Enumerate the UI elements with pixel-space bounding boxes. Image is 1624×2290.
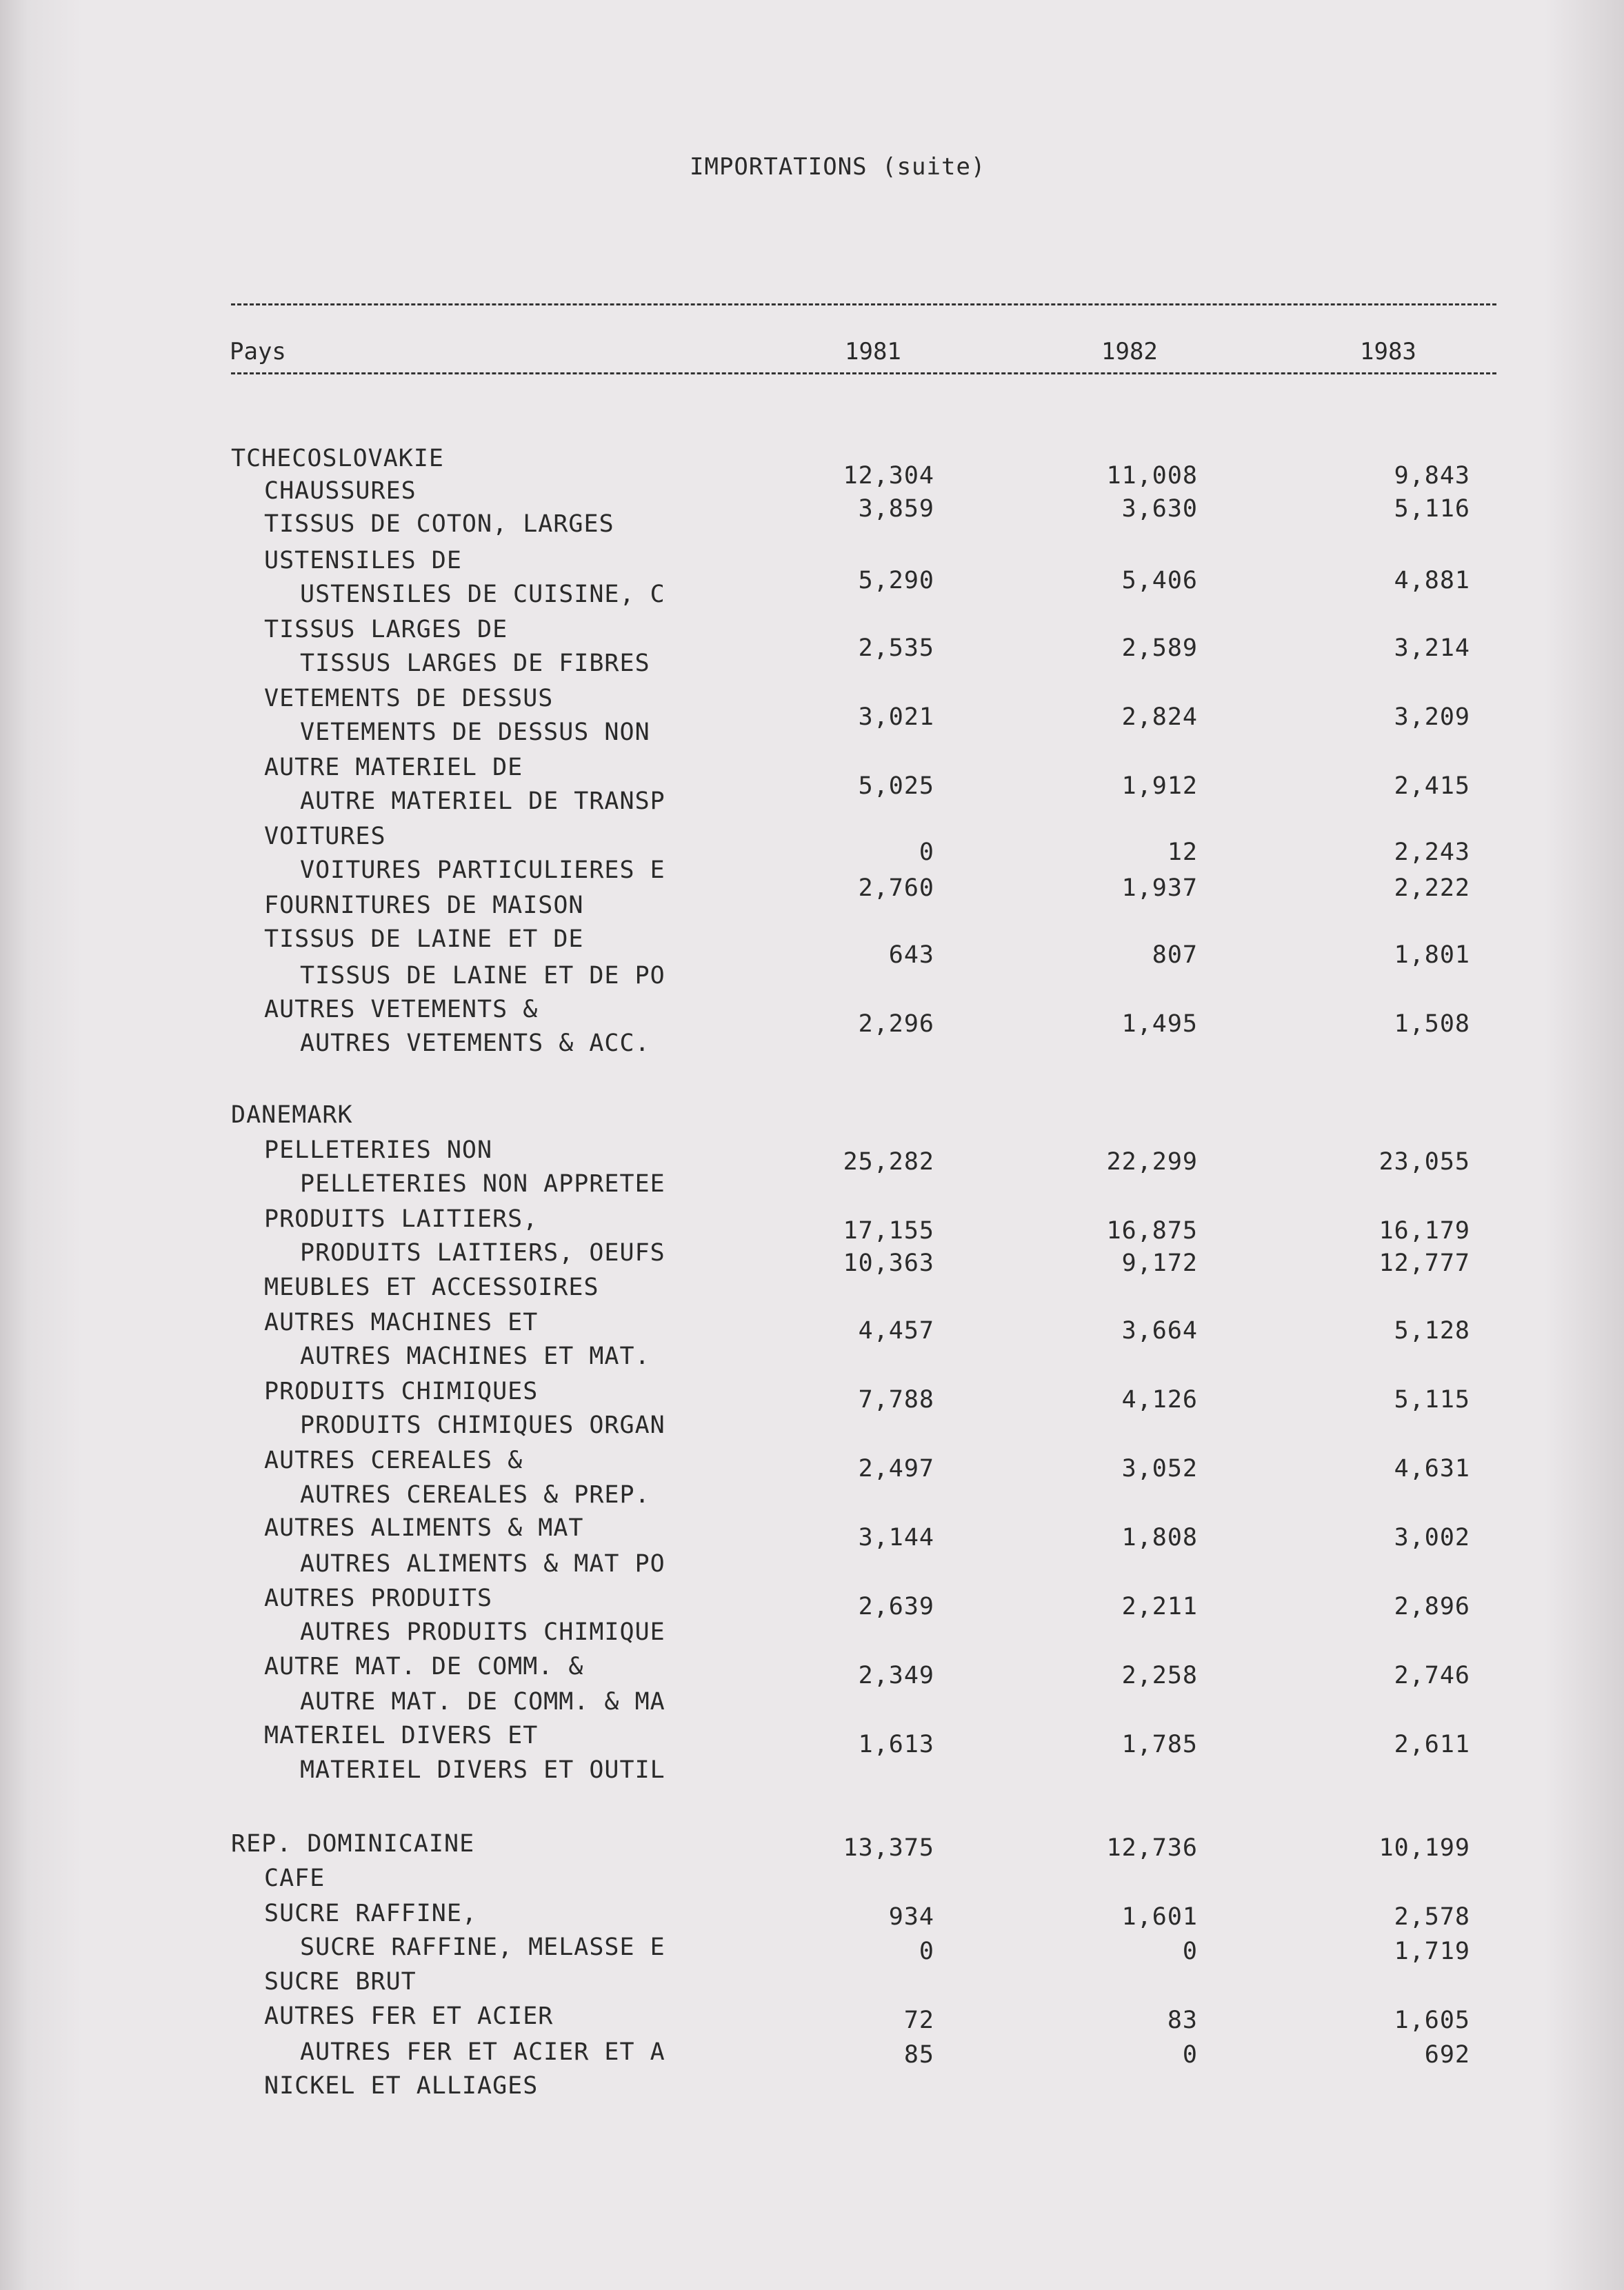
cell-1981: 2,639 bbox=[858, 1593, 934, 1620]
cell-1982: 5,406 bbox=[1121, 567, 1198, 594]
cell-1981: 0 bbox=[919, 838, 934, 866]
row-label: USTENSILES DE CUISINE, C bbox=[300, 581, 665, 608]
cell-1981: 72 bbox=[903, 2007, 934, 2034]
cell-1981: 4,457 bbox=[858, 1317, 934, 1345]
row-label: PELLETERIES NON bbox=[264, 1136, 493, 1164]
cell-1981: 3,859 bbox=[858, 495, 934, 523]
row-label: TISSUS DE LAINE ET DE bbox=[264, 925, 584, 953]
cell-1983: 3,214 bbox=[1394, 634, 1470, 662]
cell-1983: 1,719 bbox=[1394, 1938, 1470, 1965]
row-label: PELLETERIES NON APPRETEE bbox=[300, 1170, 665, 1198]
cell-1982: 1,495 bbox=[1121, 1010, 1198, 1038]
cell-1983: 16,179 bbox=[1379, 1217, 1470, 1245]
row-label: PRODUITS CHIMIQUES bbox=[264, 1378, 539, 1405]
row-label: AUTRES VETEMENTS & ACC. bbox=[300, 1030, 650, 1057]
cell-1982: 12,736 bbox=[1106, 1834, 1198, 1862]
cell-1983: 4,881 bbox=[1394, 567, 1470, 594]
cell-1983: 3,002 bbox=[1394, 1524, 1470, 1551]
row-label: PRODUITS CHIMIQUES ORGAN bbox=[300, 1412, 665, 1439]
cell-1981: 2,535 bbox=[858, 634, 934, 662]
row-label: AUTRES ALIMENTS & MAT bbox=[264, 1514, 584, 1542]
row-label: VETEMENTS DE DESSUS bbox=[264, 685, 554, 712]
cell-1982: 2,824 bbox=[1121, 703, 1198, 731]
cell-1981: 3,021 bbox=[858, 703, 934, 731]
row-label: FOURNITURES DE MAISON bbox=[264, 892, 584, 919]
row-label: AUTRES PRODUITS bbox=[264, 1585, 493, 1612]
cell-1983: 5,116 bbox=[1394, 495, 1470, 523]
row-label: NICKEL ET ALLIAGES bbox=[264, 2072, 539, 2100]
row-label: AUTRE MATERIEL DE bbox=[264, 754, 523, 781]
cell-1983: 12,777 bbox=[1379, 1249, 1470, 1277]
row-label: AUTRES PRODUITS CHIMIQUE bbox=[300, 1618, 665, 1646]
cell-1983: 23,055 bbox=[1379, 1148, 1470, 1176]
header-country: Pays bbox=[230, 338, 286, 365]
cell-1983: 10,199 bbox=[1379, 1834, 1470, 1862]
cell-1982: 2,211 bbox=[1121, 1593, 1198, 1620]
cell-1982: 3,664 bbox=[1121, 1317, 1198, 1345]
cell-1982: 16,875 bbox=[1106, 1217, 1198, 1245]
row-label: TISSUS LARGES DE bbox=[264, 616, 508, 643]
cell-1981: 12,304 bbox=[843, 462, 934, 490]
row-label: TISSUS DE COTON, LARGES bbox=[264, 510, 614, 538]
row-label: AUTRE MAT. DE COMM. & bbox=[264, 1653, 584, 1680]
cell-1982: 0 bbox=[1182, 1938, 1198, 1965]
cell-1981: 2,296 bbox=[858, 1010, 934, 1038]
cell-1981: 5,025 bbox=[858, 772, 934, 800]
header-year-1981: 1981 bbox=[845, 338, 901, 365]
row-label: AUTRES CEREALES & bbox=[264, 1447, 523, 1474]
row-label: AUTRES CEREALES & PREP. bbox=[300, 1481, 650, 1509]
cell-1983: 1,605 bbox=[1394, 2007, 1470, 2034]
cell-1981: 1,613 bbox=[858, 1731, 934, 1758]
cell-1982: 4,126 bbox=[1121, 1386, 1198, 1414]
cell-1981: 2,760 bbox=[858, 874, 934, 902]
page-title: IMPORTATIONS (suite) bbox=[690, 153, 986, 181]
row-label: VOITURES PARTICULIERES E bbox=[300, 856, 665, 884]
row-label: VOITURES bbox=[264, 823, 386, 850]
row-label: PRODUITS LAITIERS, bbox=[264, 1205, 539, 1233]
cell-1983: 9,843 bbox=[1394, 462, 1470, 490]
cell-1982: 807 bbox=[1152, 941, 1198, 969]
row-label: TISSUS DE LAINE ET DE PO bbox=[300, 962, 665, 990]
cell-1982: 1,785 bbox=[1121, 1731, 1198, 1758]
cell-1981: 0 bbox=[919, 1938, 934, 1965]
header-rule-bottom bbox=[231, 372, 1496, 374]
header-rule-top bbox=[231, 303, 1496, 305]
cell-1983: 2,222 bbox=[1394, 874, 1470, 902]
row-label: TISSUS LARGES DE FIBRES bbox=[300, 650, 650, 677]
cell-1983: 1,508 bbox=[1394, 1010, 1470, 1038]
cell-1981: 5,290 bbox=[858, 567, 934, 594]
row-label: AUTRE MAT. DE COMM. & MA bbox=[300, 1688, 665, 1716]
row-label: AUTRES FER ET ACIER bbox=[264, 2002, 554, 2030]
cell-1981: 13,375 bbox=[843, 1834, 934, 1862]
cell-1981: 7,788 bbox=[858, 1386, 934, 1414]
cell-1982: 3,630 bbox=[1121, 495, 1198, 523]
row-label: SUCRE RAFFINE, MELASSE E bbox=[300, 1934, 665, 1961]
cell-1981: 17,155 bbox=[843, 1217, 934, 1245]
cell-1982: 83 bbox=[1167, 2007, 1198, 2034]
cell-1981: 3,144 bbox=[858, 1524, 934, 1551]
cell-1983: 1,801 bbox=[1394, 941, 1470, 969]
cell-1981: 2,349 bbox=[858, 1662, 934, 1689]
row-label: CAFE bbox=[264, 1865, 325, 1892]
row-label: VETEMENTS DE DESSUS NON bbox=[300, 719, 650, 746]
country-heading: TCHECOSLOVAKIE bbox=[231, 445, 445, 472]
cell-1982: 22,299 bbox=[1106, 1148, 1198, 1176]
row-label: SUCRE BRUT bbox=[264, 1968, 417, 1996]
cell-1981: 25,282 bbox=[843, 1148, 934, 1176]
cell-1983: 2,896 bbox=[1394, 1593, 1470, 1620]
cell-1982: 1,912 bbox=[1121, 772, 1198, 800]
cell-1982: 1,808 bbox=[1121, 1524, 1198, 1551]
cell-1983: 2,611 bbox=[1394, 1731, 1470, 1758]
country-heading: REP. DOMINICAINE bbox=[231, 1830, 475, 1858]
cell-1983: 692 bbox=[1424, 2041, 1470, 2069]
cell-1981: 85 bbox=[903, 2041, 934, 2069]
row-label: AUTRES MACHINES ET MAT. bbox=[300, 1343, 650, 1370]
cell-1983: 2,746 bbox=[1394, 1662, 1470, 1689]
cell-1981: 643 bbox=[888, 941, 934, 969]
row-label: AUTRES FER ET ACIER ET A bbox=[300, 2038, 665, 2066]
cell-1983: 2,243 bbox=[1394, 838, 1470, 866]
row-label: AUTRES MACHINES ET bbox=[264, 1309, 539, 1336]
row-label: AUTRES ALIMENTS & MAT PO bbox=[300, 1550, 665, 1578]
row-label: CHAUSSURES bbox=[264, 477, 417, 505]
cell-1981: 934 bbox=[888, 1903, 934, 1931]
row-label: AUTRE MATERIEL DE TRANSP bbox=[300, 787, 665, 815]
cell-1982: 1,937 bbox=[1121, 874, 1198, 902]
cell-1982: 2,258 bbox=[1121, 1662, 1198, 1689]
cell-1982: 0 bbox=[1182, 2041, 1198, 2069]
cell-1983: 2,578 bbox=[1394, 1903, 1470, 1931]
cell-1983: 4,631 bbox=[1394, 1455, 1470, 1483]
row-label: USTENSILES DE bbox=[264, 547, 462, 574]
cell-1983: 5,115 bbox=[1394, 1386, 1470, 1414]
row-label: PRODUITS LAITIERS, OEUFS bbox=[300, 1239, 665, 1267]
header-year-1982: 1982 bbox=[1101, 338, 1158, 365]
header-year-1983: 1983 bbox=[1360, 338, 1416, 365]
cell-1982: 12 bbox=[1167, 838, 1198, 866]
cell-1981: 10,363 bbox=[843, 1249, 934, 1277]
cell-1982: 3,052 bbox=[1121, 1455, 1198, 1483]
row-label: MEUBLES ET ACCESSOIRES bbox=[264, 1274, 599, 1301]
row-label: AUTRES VETEMENTS & bbox=[264, 996, 539, 1023]
cell-1982: 2,589 bbox=[1121, 634, 1198, 662]
row-label: MATERIEL DIVERS ET OUTIL bbox=[300, 1756, 665, 1784]
cell-1982: 9,172 bbox=[1121, 1249, 1198, 1277]
row-label: SUCRE RAFFINE, bbox=[264, 1900, 478, 1927]
row-label: MATERIEL DIVERS ET bbox=[264, 1722, 539, 1749]
cell-1982: 11,008 bbox=[1106, 462, 1198, 490]
cell-1983: 3,209 bbox=[1394, 703, 1470, 731]
cell-1982: 1,601 bbox=[1121, 1903, 1198, 1931]
cell-1983: 2,415 bbox=[1394, 772, 1470, 800]
country-heading: DANEMARK bbox=[231, 1101, 353, 1129]
cell-1981: 2,497 bbox=[858, 1455, 934, 1483]
cell-1983: 5,128 bbox=[1394, 1317, 1470, 1345]
